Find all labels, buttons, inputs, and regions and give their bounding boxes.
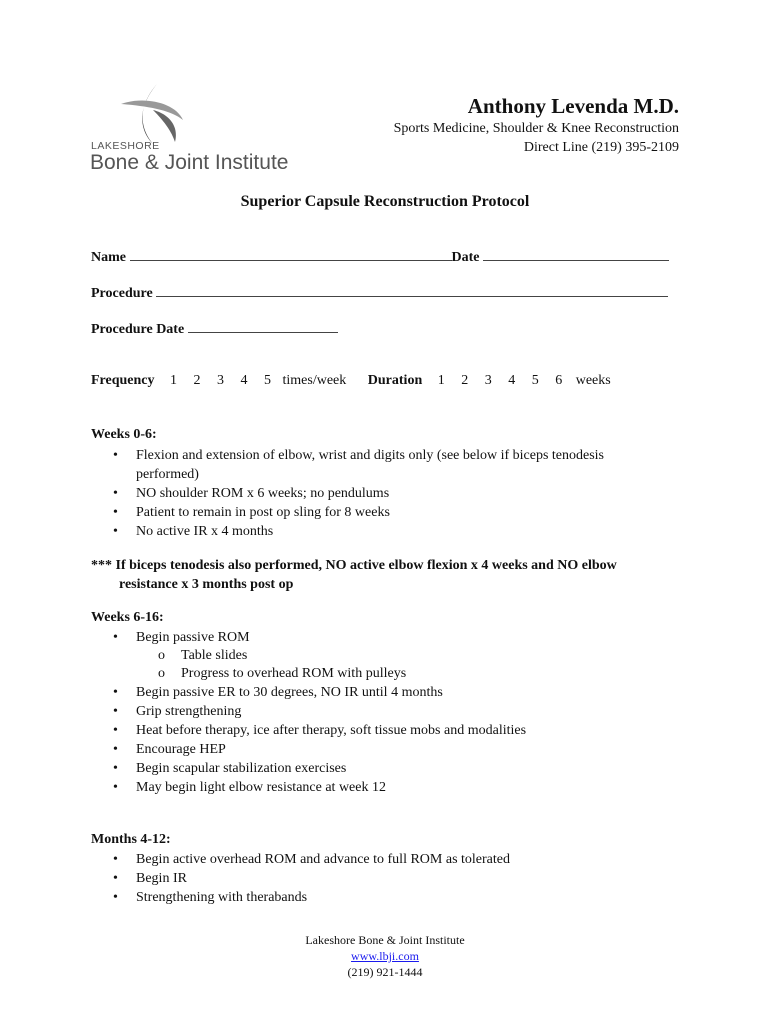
weeks-6-16-list [91, 628, 671, 797]
list-item: • Grip strengthening [113, 704, 242, 719]
bullet-icon: • [113, 723, 118, 738]
bullet-icon: • [113, 704, 118, 719]
list-item: • Encourage HEP [113, 742, 226, 757]
procedure-row [91, 284, 668, 302]
list-item: • Begin active overhead ROM and advance to full ROM as tolerated [113, 852, 510, 867]
list-item: • Begin scapular stabilization exercises [113, 761, 347, 776]
sub-list-item: o Progress to overhead ROM with pulleys [158, 666, 407, 681]
list-item: • Strengthening with therabands [113, 890, 308, 905]
footer-org: Lakeshore Bone & Joint Institute [305, 933, 465, 947]
weeks-6-16-heading: Weeks 6-16: [91, 610, 164, 625]
procedure-label: Procedure [91, 286, 153, 301]
sub-list-item: o Table slides [158, 648, 248, 663]
frequency-option[interactable]: 4 [240, 373, 248, 388]
weeks-0-6-heading: Weeks 0-6: [91, 427, 157, 442]
months-4-12-heading: Months 4-12: [91, 832, 171, 847]
duration-option[interactable]: 3 [484, 373, 492, 388]
duration-option[interactable]: 1 [437, 373, 445, 388]
frequency-option[interactable]: 1 [170, 373, 178, 388]
months-4-12-list [91, 850, 671, 907]
institute-logo [88, 82, 298, 182]
frequency-unit: times/week [282, 373, 347, 388]
procedure-date-label: Procedure Date [91, 322, 185, 337]
frequency-option[interactable]: 2 [193, 373, 201, 388]
bullet-icon: • [113, 780, 118, 795]
bullet-icon: • [113, 524, 118, 539]
page-footer [0, 932, 770, 980]
duration-option[interactable]: 4 [508, 373, 516, 388]
logo-big-text: Bone & Joint Institute [90, 151, 289, 174]
list-item: • Begin IR [113, 871, 187, 886]
name-row [91, 248, 669, 266]
procedure-field[interactable] [156, 284, 668, 297]
bullet-icon: • [113, 448, 118, 463]
name-label: Name [91, 250, 126, 265]
doctor-specialty: Sports Medicine, Shoulder & Knee Reconstruction [393, 121, 679, 136]
duration-unit: weeks [575, 373, 611, 388]
list-item: • Heat before therapy, ice after therapy, soft tissue mobs and modalities [113, 723, 527, 738]
list-item: • Begin passive ER to 30 degrees, NO IR until 4 months [113, 685, 443, 700]
bullet-icon: • [113, 852, 118, 867]
bullet-icon: • [113, 871, 118, 886]
duration-label: Duration [367, 373, 423, 388]
list-item: • Begin passive ROM o Table slides o Progress to overhead ROM with pulleys [91, 628, 671, 683]
bullet-icon: • [113, 890, 118, 905]
frequency-option[interactable]: 5 [264, 373, 272, 388]
frequency-option[interactable]: 3 [217, 373, 225, 388]
weeks-0-6-list [91, 446, 671, 541]
circle-bullet-icon: o [158, 666, 165, 681]
list-item: • Flexion and extension of elbow, wrist and digits only (see below if biceps tenodesis performed) [113, 448, 605, 482]
circle-bullet-icon: o [158, 648, 165, 663]
bullet-icon: • [113, 742, 118, 757]
page-title: Superior Capsule Reconstruction Protocol [240, 193, 530, 210]
footer-website-link[interactable]: www.lbji.com [351, 949, 419, 963]
procedure-date-row [91, 320, 338, 338]
bullet-icon: • [113, 630, 118, 645]
biceps-tenodesis-note: *** If biceps tenodesis also performed, NO active elbow flexion x 4 weeks and NO elbow resistance x 3 months post op [91, 558, 617, 592]
date-label: Date [451, 250, 480, 265]
bullet-icon: • [113, 761, 118, 776]
list-item: • No active IR x 4 months [113, 524, 274, 539]
sub-list [136, 647, 671, 683]
procedure-date-field[interactable] [188, 320, 338, 333]
list-item: • Patient to remain in post op sling for 8 weeks [113, 505, 390, 520]
direct-line: Direct Line (219) 395-2109 [523, 140, 679, 155]
list-item: • May begin light elbow resistance at week 12 [113, 780, 386, 795]
duration-option[interactable]: 5 [531, 373, 539, 388]
name-field[interactable] [130, 248, 452, 261]
duration-option[interactable]: 2 [461, 373, 469, 388]
doctor-name: Anthony Levenda M.D. [467, 94, 679, 118]
date-field[interactable] [483, 248, 669, 261]
duration-option[interactable]: 6 [555, 373, 563, 388]
frequency-duration-row [91, 373, 611, 389]
bullet-icon: • [113, 486, 118, 501]
footer-phone: (219) 921-1444 [347, 965, 423, 979]
frequency-label: Frequency [91, 373, 155, 388]
bullet-icon: • [113, 505, 118, 520]
list-item: • NO shoulder ROM x 6 weeks; no pendulums [113, 486, 390, 501]
bullet-icon: • [113, 685, 118, 700]
logo-small-text: LAKESHORE [91, 140, 160, 152]
